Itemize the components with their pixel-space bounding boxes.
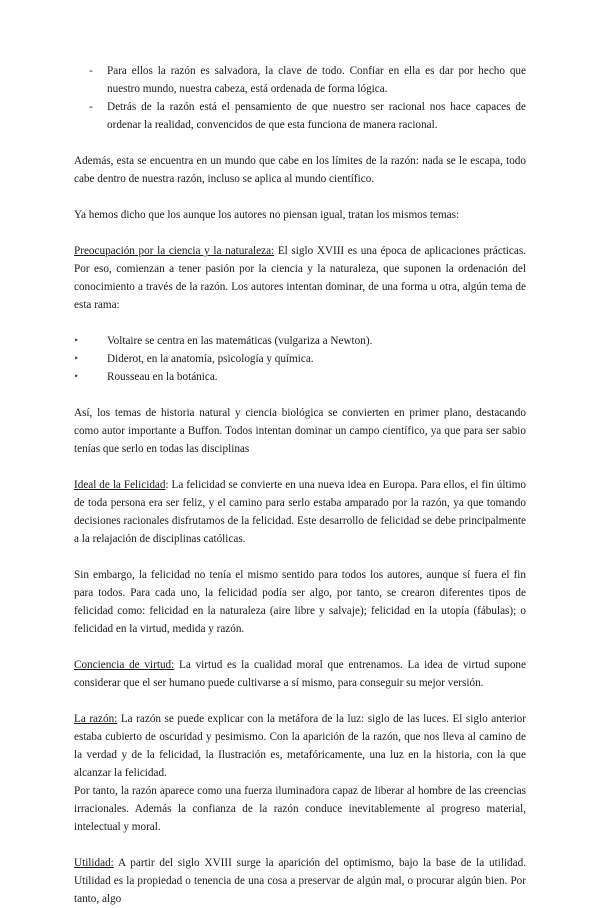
- dash-marker: -: [89, 65, 93, 77]
- section-body: A partir del siglo XVIII surge la aparición del optimismo, bajo la base de la utilidad. Utilidad es la propiedad o tenencia de una cosa a preservar de algún mal, o procurar algún bien. Por tanto, algo: [74, 857, 526, 905]
- section-body: La razón se puede explicar con la metáfora de la luz: siglo de las luces. El siglo anterior estaba cubierto de oscuridad y pesimismo. Con la aparición de la razón, que nos lleva al camino de la verdad y de la felicidad, la Ilustración es, metafóricamente, una luz en la historia, con la que alcanzar la felicidad.: [74, 713, 526, 779]
- section-la-razon: [74, 710, 526, 782]
- list-item: [74, 62, 526, 98]
- paragraph-asi: Así, los temas de historia natural y ciencia biológica se convierten en primer plano, destacando como autor importante a Buffon. Todos intentan dominar un campo científico, ya que para ser sabio tenías que serlo en todas las disciplinas: [74, 407, 526, 455]
- section-heading: Preocupación por la ciencia y la naturaleza:: [74, 245, 275, 257]
- section-heading: La razón:: [74, 713, 118, 725]
- list-item-text: Para ellos la razón es salvadora, la clave de todo. Confiar en ella es dar por hecho que nuestro mundo, nuestra cabeza, está ordenada de forma lógica.: [107, 65, 526, 95]
- section-ciencia-naturaleza: [74, 242, 526, 314]
- dash-marker: -: [89, 101, 93, 113]
- bullet-marker: ‣: [74, 354, 79, 363]
- bullet-marker: ‣: [74, 372, 79, 381]
- list-item-text: Rousseau en la botánica.: [107, 371, 218, 383]
- list-item-text: Diderot, en la anatomía, psicología y química.: [107, 353, 314, 365]
- section-conciencia-virtud: [74, 656, 526, 692]
- paragraph-ya-hemos-dicho: Ya hemos dicho que los aunque los autores no piensan igual, tratan los mismos temas:: [74, 209, 460, 221]
- intro-dash-list: [74, 62, 526, 134]
- section-ideal-felicidad: [74, 476, 526, 548]
- list-item-text: Voltaire se centra en las matemáticas (vulgariza a Newton).: [107, 335, 373, 347]
- section-body: : La felicidad se convierte en una nueva idea en Europa. Para ellos, el fin último de toda persona era ser feliz, y el camino para serlo estaba amparado por la razón, ya que tomando decisiones racionales disfrutamos de la felicidad. Este desarrollo de felicidad se debe principalmente a la relajación de disciplinas católicas.: [74, 479, 526, 545]
- paragraph-ademas: Además, esta se encuentra en un mundo que cabe en los límites de la razón: nada se le escapa, todo cabe dentro de nuestra razón, incluso se aplica al mundo científico.: [74, 155, 526, 185]
- list-item: [74, 368, 526, 386]
- list-item: [74, 332, 526, 350]
- section-body: La virtud es la cualidad moral que entrenamos. La idea de virtud supone considerar que el ser humano puede cultivarse a sí mismo, para conseguir su mejor versión.: [74, 659, 526, 689]
- bullet-marker: ‣: [74, 336, 79, 345]
- list-item: [74, 350, 526, 368]
- paragraph-por-tanto: Por tanto, la razón aparece como una fuerza iluminadora capaz de liberar al hombre de las creencias irracionales. Además la confianza de la razón conduce inevitablemente al progreso material, intelectual y moral.: [74, 785, 526, 833]
- section-utilidad: [74, 854, 526, 908]
- authors-bullet-list: [74, 332, 526, 386]
- list-item: [74, 98, 526, 134]
- section-heading: Conciencia de virtud:: [74, 659, 175, 671]
- paragraph-sin-embargo: Sin embargo, la felicidad no tenía el mismo sentido para todos los autores, aunque sí fuera el fin para todos. Para cada uno, la felicidad podía ser algo, por tanto, se crearon diferentes tipos de felicidad como: felicidad en la naturaleza (aire libre y salvaje); felicidad en la utopía (fábulas); o felicidad en la virtud, medida y razón.: [74, 569, 526, 635]
- section-heading: Utilidad:: [74, 857, 114, 869]
- section-body: El siglo XVIII es una época de aplicaciones prácticas. Por eso, comienzan a tener pasión por la ciencia y la naturaleza, que suponen la ordenación del conocimiento a través de la razón. Los autores intentan dominar, de una forma u otra, algún tema de esta rama:: [74, 245, 526, 311]
- list-item-text: Detrás de la razón está el pensamiento de que nuestro ser racional nos hace capaces de ordenar la realidad, convencidos de que esta funciona de manera racional.: [107, 101, 526, 131]
- section-heading: Ideal de la Felicidad: [74, 479, 166, 491]
